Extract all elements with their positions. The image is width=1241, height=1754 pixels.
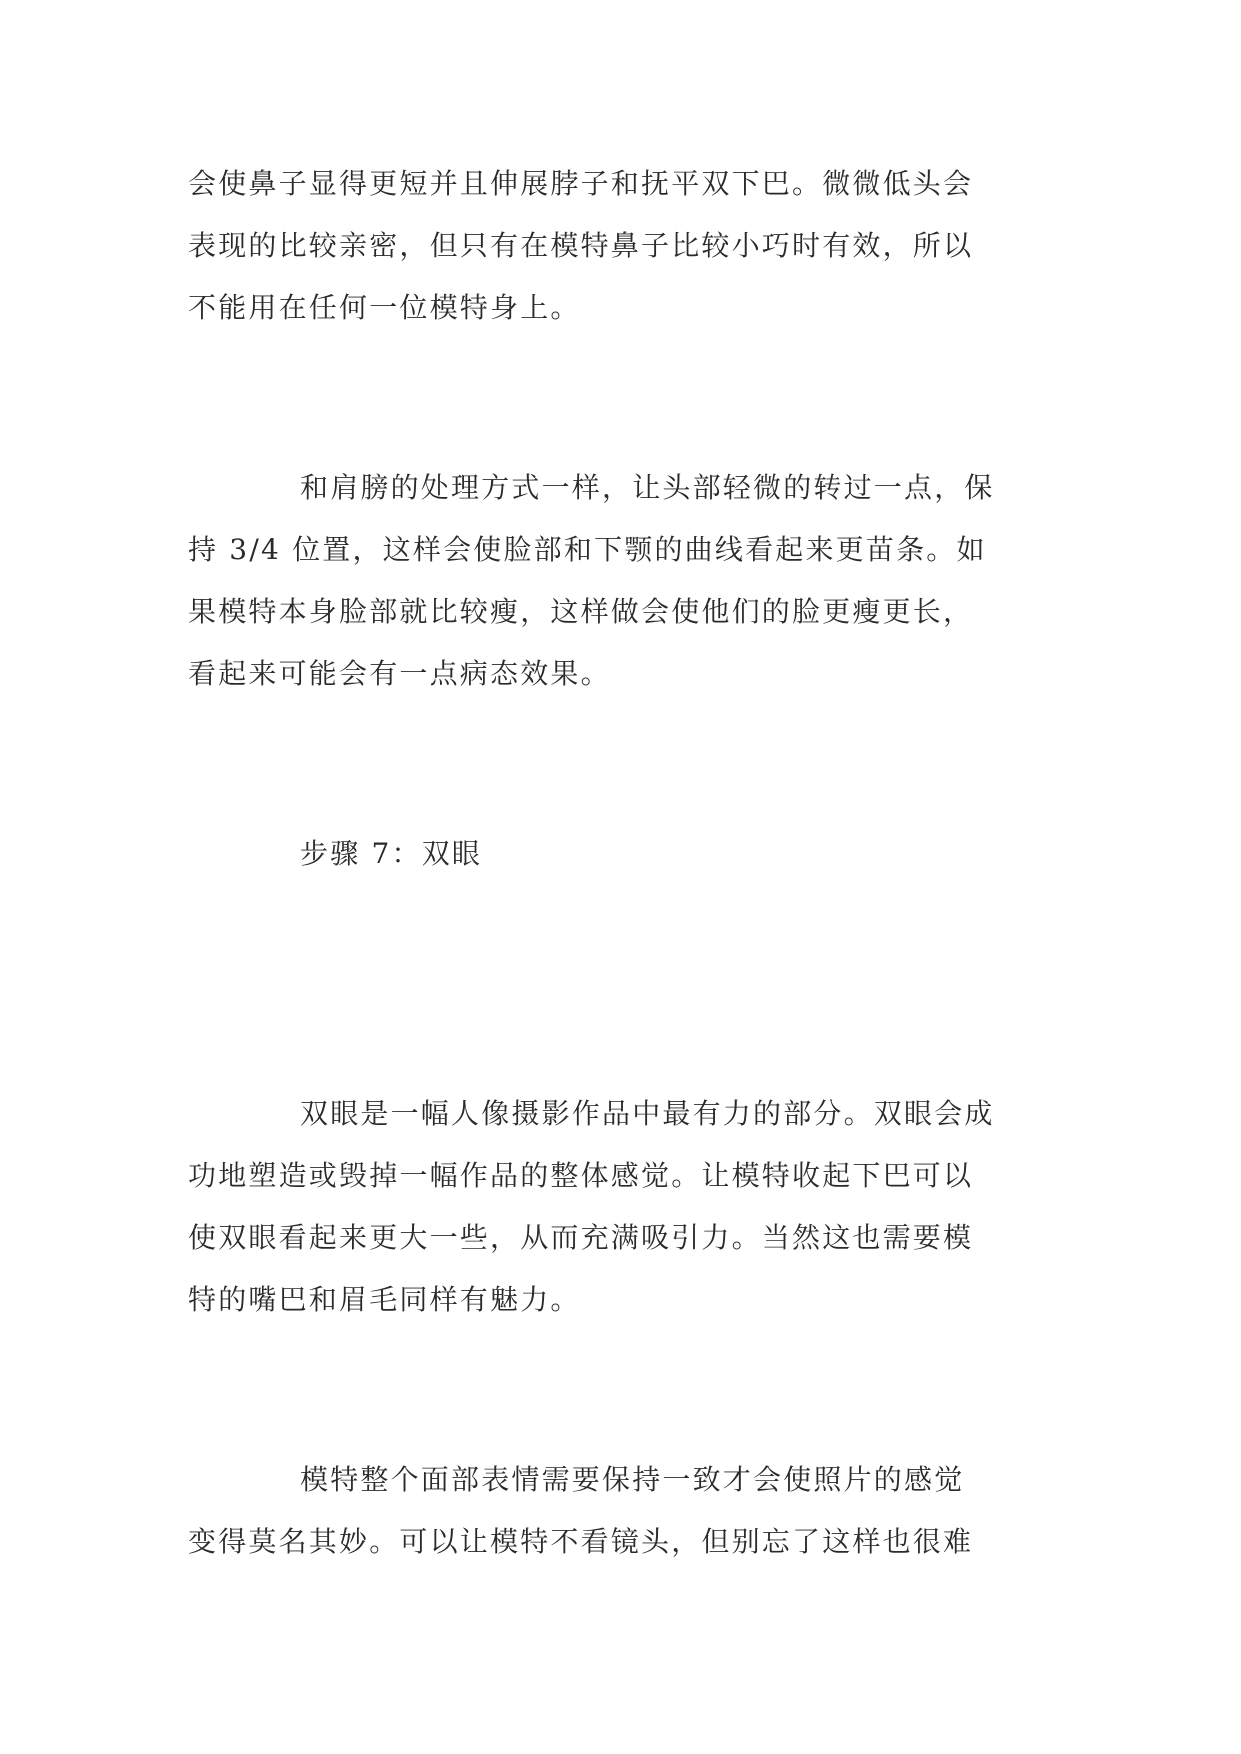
paragraph-5-line-1: 模特整个面部表情需要保持一致才会使照片的感觉 [300, 1463, 965, 1496]
paragraph-4-line-4: 特的嘴巴和眉毛同样有魅力。 [188, 1283, 581, 1316]
paragraph-2-line-2: 持 3/4 位置，这样会使脸部和下颚的曲线看起来更苗条。如 [188, 533, 987, 566]
paragraph-1-line-2: 表现的比较亲密，但只有在模特鼻子比较小巧时有效，所以 [188, 229, 974, 262]
paragraph-4-line-2: 功地塑造或毁掉一幅作品的整体感觉。让模特收起下巴可以 [188, 1159, 974, 1192]
paragraph-1-line-1: 会使鼻子显得更短并且伸展脖子和抚平双下巴。微微低头会 [188, 167, 974, 200]
paragraph-5-line-2: 变得莫名其妙。可以让模特不看镜头，但别忘了这样也很难 [188, 1525, 974, 1558]
paragraph-4-line-3: 使双眼看起来更大一些，从而充满吸引力。当然这也需要模 [188, 1221, 974, 1254]
step-heading: 步骤 7：双眼 [300, 837, 483, 870]
paragraph-2-line-4: 看起来可能会有一点病态效果。 [188, 657, 611, 690]
paragraph-2-line-3: 果模特本身脸部就比较瘦，这样做会使他们的脸更瘦更长， [188, 595, 974, 628]
paragraph-4-line-1: 双眼是一幅人像摄影作品中最有力的部分。双眼会成 [300, 1097, 995, 1130]
paragraph-1-line-3: 不能用在任何一位模特身上。 [188, 291, 581, 324]
paragraph-2-line-1: 和肩膀的处理方式一样，让头部轻微的转过一点，保 [300, 471, 995, 504]
